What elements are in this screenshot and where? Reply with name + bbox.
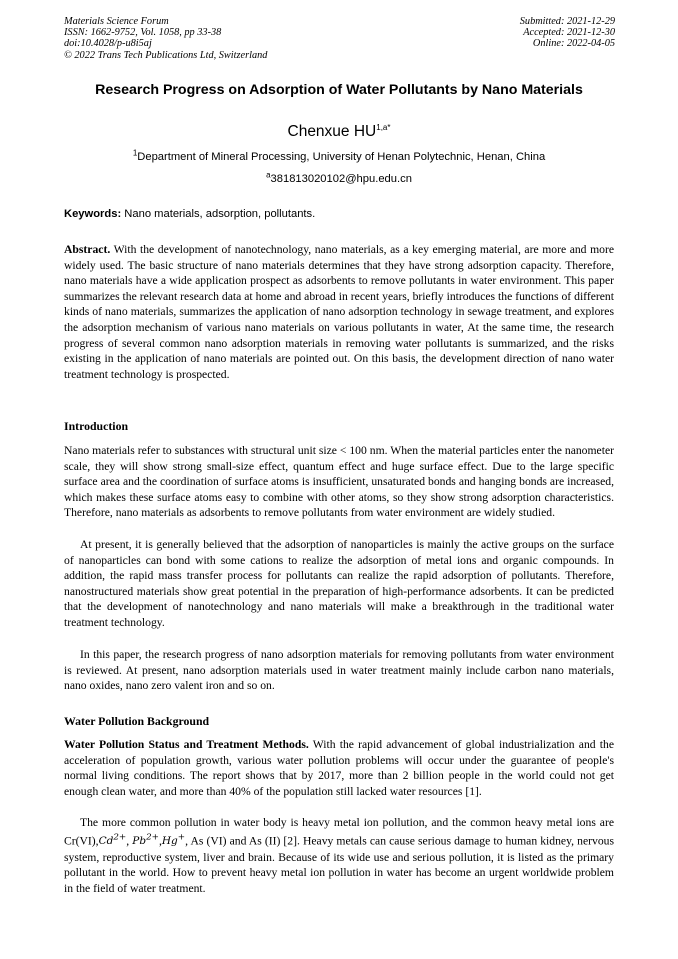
water-pollution-heading: Water Pollution Background (64, 714, 210, 728)
water-pollution-paragraph-2-start: The more common pollution in water body is heavy metal ion pollution, and the common heavy metal ions are Cr(VI), (64, 816, 614, 848)
keywords-label: Keywords: (64, 208, 122, 220)
ion-separator-1: , (126, 834, 130, 848)
email-superscript: a (266, 170, 271, 180)
water-pollution-paragraph-2-end: , As (VI) and As (II) [2]. Heavy metals can cause serious damage to human kidney, nervous system, reproductive system, liver and brain. Because of its wide use and serious pollution, it is listed as the primary pollutant in the world. How to prevent heavy metal ion pollution in water has become an urgent worldwide problem in the field of water treatment. (64, 834, 614, 895)
author-email (64, 172, 614, 186)
submitted-date: Submitted: 2021-12-29 (519, 16, 615, 27)
lead-ion (132, 832, 159, 848)
author-name: Chenxue HU (287, 123, 377, 140)
mercury-charge: + (177, 832, 186, 843)
journal-info (64, 16, 267, 61)
cadmium-ion (98, 832, 130, 848)
introduction-paragraph-1: Nano materials refer to substances with structural unit size < 100 nm. When the material particles enter the nanometer scale, they will show strong small-size effect, quantum effect and huge surface effect. Due to the large specific surface area and the coordination of surface atoms is insufficient, unsaturated bonds and hanging bonds are increased, which makes these surface atoms easy to combine with other atoms, so they show strong adsorption characteristics. Therefore, nano materials as adsorbents to remove pollutants from water environment are widely studied. (64, 444, 614, 520)
paper-title: Research Progress on Adsorption of Water Pollutants by Nano Materials (95, 82, 583, 98)
mercury-ion (161, 832, 186, 848)
author-superscript: 1,a* (376, 122, 391, 132)
journal-name: Materials Science Forum (64, 16, 169, 27)
water-pollution-paragraph-1 (64, 737, 614, 799)
keywords (64, 207, 614, 221)
journal-doi: doi:10.4028/p-u8i5aj (64, 38, 152, 50)
affiliation (64, 150, 614, 164)
affiliation-superscript: 1 (132, 148, 138, 158)
cadmium-charge: 2+ (113, 832, 127, 843)
water-pollution-subheading: Water Pollution Status and Treatment Methods. (64, 738, 309, 751)
ion-separator-2: , (158, 834, 162, 848)
lead-charge: 2+ (146, 832, 159, 843)
affiliation-text: Department of Mineral Processing, University of Henan Polytechnic, Henan, China (137, 151, 546, 163)
accepted-date: Accepted: 2021-12-30 (523, 27, 615, 39)
email-text: 381813020102@hpu.edu.cn (270, 173, 412, 185)
keywords-text: Nano materials, adsorption, pollutants. (121, 208, 316, 220)
introduction-paragraph-2: At present, it is generally believed that the adsorption of nanoparticles is mainly the active groups on the surface of nanoparticles can bond with some cations to realize the adsorption of metal ions and organic compounds. In addition, the rapid mass transfer process for pollutants can realize the rapid adsorption of pollutants. Therefore, nanostructured materials show great potential in the preparation of high-performance adsorbents. It can be predicted that the development of nanotechnology and nano materials will make a breakthrough in the traditional water treatment technology. (64, 538, 614, 629)
introduction-heading: Introduction (64, 419, 129, 433)
mercury-symbol: Hg (161, 835, 178, 848)
online-date: Online: 2022-04-05 (532, 38, 615, 50)
publication-dates (520, 16, 615, 50)
abstract (64, 242, 614, 382)
journal-issn: ISSN: 1662-9752, Vol. 1058, pp 33-38 (64, 27, 222, 39)
abstract-label: Abstract. (64, 243, 111, 256)
journal-copyright: © 2022 Trans Tech Publications Ltd, Switzerland (64, 49, 268, 61)
cadmium-symbol: Cd (98, 835, 114, 848)
lead-symbol: Pb (132, 835, 147, 848)
author-line (64, 122, 614, 142)
water-pollution-paragraph-2 (64, 815, 614, 896)
introduction-paragraph-3: In this paper, the research progress of nano adsorption materials for removing pollutants from water environment is reviewed. At present, nano adsorption materials used in water treatment mainly include carbon nano materials, nano oxides, nano zero valent iron and so on. (64, 648, 614, 693)
abstract-text: With the development of nanotechnology, nano materials, as a key emerging material, are more and more widely used. The basic structure of nano materials determines that they have strong adsorption capacity. Therefore, nano materials have a wide application prospect as adsorbents to remove pollutants in water environment. This paper summarizes the relevant research data at home and abroad in recent years, briefly introduces the functions of different kinds of nano materials, summarizes the application of nano adsorption technology in sewage treatment, and explores the adsorption mechanism of various nano materials on various pollutants in water, At the same time, the research progress of several common nano adsorption materials in removing water pollutants is summarized, and the risks existing in the application of nano materials are pointed out. On this basis, the development direction of nano water treatment technology is prospected. (64, 243, 614, 381)
water-pollution-paragraph-1-text: With the rapid advancement of global industrialization and the acceleration of population growth, various water pollution problems will occur under the guarantee of people's normal living conditions. The report shows that by 2017, more than 2 billion people in the world could not get enough clean water, and more than 40% of the population still lacked water resources [1]. (64, 738, 614, 798)
